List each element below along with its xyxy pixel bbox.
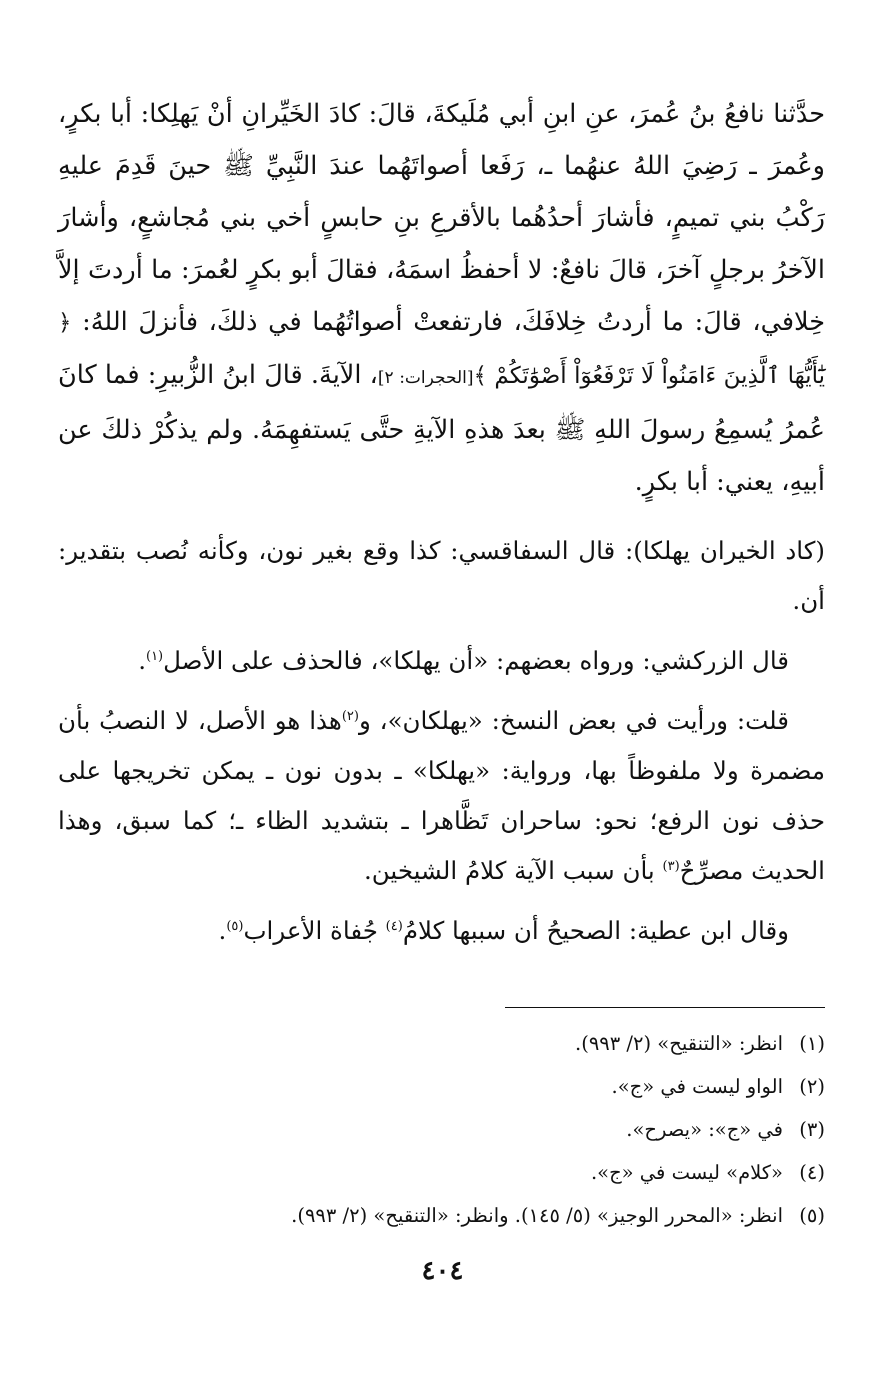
commentary-text: بأن سبب الآية كلامُ الشيخين. — [363, 856, 663, 885]
commentary-text: . — [138, 646, 146, 675]
hadith-text-block — [58, 88, 825, 508]
commentary-text: . — [218, 916, 227, 945]
footnote-marker-2[interactable]: (٢) — [341, 708, 359, 724]
footnote-item — [58, 1065, 825, 1108]
footnote-item — [58, 1194, 825, 1237]
page-number: ٤٠٤ — [421, 1256, 464, 1286]
footnote-marker-4[interactable]: (٤) — [385, 918, 403, 934]
commentary-text: قال الزركشي: ورواه بعضهم: «أن يهلكا»، فالحذف على الأصل — [163, 646, 789, 675]
footnote-number: (٣) — [799, 1118, 825, 1141]
hadith-text-before-quran: حدَّثنا نافعُ بنُ عُمرَ، عنِ ابنِ أبي مُلَيكةَ، قالَ: كادَ الخَيِّرانِ أنْ يَهلِكا: أبا بكرٍ، وعُمرَ ـ رَضِيَ اللهُ عنهُما ـ، رَفَعا أصواتَهُما عندَ النَّبِيِّ ﷺ حينَ قَدِمَ عليهِ رَكْبُ بني تميمٍ، فأشارَ أحدُهُما بالأقرعِ بنِ حابسٍ أخي بني مُجاشعٍ، وأشارَ الآخرُ برجلٍ آخرَ، قالَ نافعٌ: لا أحفظُ اسمَهُ، فقالَ أبو بكرٍ لعُمرَ: ما أردتَ إلاَّ خِلافي، قالَ: ما أردتُ خِلافَكَ، فارتفعتْ أصواتُهُما في ذلكَ، فأنزلَ اللهُ: — [58, 99, 826, 337]
footnote-number: (٢) — [799, 1075, 825, 1098]
footnote-number: (٤) — [799, 1161, 825, 1184]
commentary-paragraph-2 — [58, 636, 825, 686]
quran-verse: ﴿ يَٰٓأَيُّهَا ٱلَّذِينَ ءَامَنُواْ لَا تَرْفَعُوٓاْ أَصْوَٰتَكُمْ ﴾ — [58, 310, 825, 389]
footnote-number: (١) — [799, 1032, 825, 1055]
footnote-text: «كلام» ليست في «ج». — [590, 1161, 783, 1184]
footnote-item — [58, 1108, 825, 1151]
footnote-text: في «ج»: «يصرح». — [626, 1118, 783, 1141]
hadith-paragraph — [58, 88, 825, 508]
commentary-text: هذا هو الأصل، لا النصبُ بأن مضمرة ولا ملفوظاً بها، ورواية: «يهلكا» ـ بدون نون ـ يمكن تخريجها على حذف نون الرفع؛ نحو: ساحران تَظَّاهرا ـ بتشديد الظاء ـ؛ كما سبق، وهذا الحديث مصرِّحٌ — [58, 706, 825, 885]
footnote-text: انظر: «التنقيح» (٢/ ٩٩٣). — [575, 1032, 783, 1055]
commentary-text: وقال ابن عطية: الصحيحُ أن سببها كلامُ — [402, 916, 789, 945]
footnote-text: انظر: «المحرر الوجيز» (٥/ ١٤٥). وانظر: «التنقيح» (٢/ ٩٩٣). — [291, 1204, 783, 1227]
commentary-text: جُفاة الأعراب — [243, 916, 386, 945]
commentary-paragraph-1 — [58, 526, 825, 626]
footnote-marker-3[interactable]: (٣) — [662, 858, 680, 874]
footnote-marker-5[interactable]: (٥) — [226, 918, 244, 934]
commentary-text: (كاد الخيران يهلكا): قال السفاقسي: كذا وقع بغير نون، وكأنه نُصب بتقدير: أن. — [58, 536, 825, 615]
footnote-number: (٥) — [799, 1204, 825, 1227]
footnotes-list — [58, 1022, 825, 1237]
footnote-marker-1[interactable]: (١) — [145, 648, 164, 664]
footnote-separator — [505, 1007, 825, 1008]
footnote-item — [58, 1022, 825, 1065]
quran-reference: [الحجرات: ٢] — [377, 368, 474, 388]
commentary-paragraph-3 — [58, 696, 825, 896]
commentary-block — [58, 526, 825, 956]
hadith-text-after-quran: ، الآيةَ. قالَ ابنُ الزُّبيرِ: فما كانَ عُمرُ يُسمِعُ رسولَ اللهِ ﷺ بعدَ هذهِ الآيةِ حتَّى يَستفهِمَهُ. ولم يذكُرْ ذلكَ عن أبيهِ، يعني: أبا بكرٍ. — [58, 360, 825, 497]
commentary-paragraph-4 — [58, 906, 825, 956]
footnote-item — [58, 1151, 825, 1194]
footnote-text: الواو ليست في «ج». — [611, 1075, 783, 1098]
commentary-text: قلت: ورأيت في بعض النسخ: «يهلكان»، و — [358, 706, 789, 735]
